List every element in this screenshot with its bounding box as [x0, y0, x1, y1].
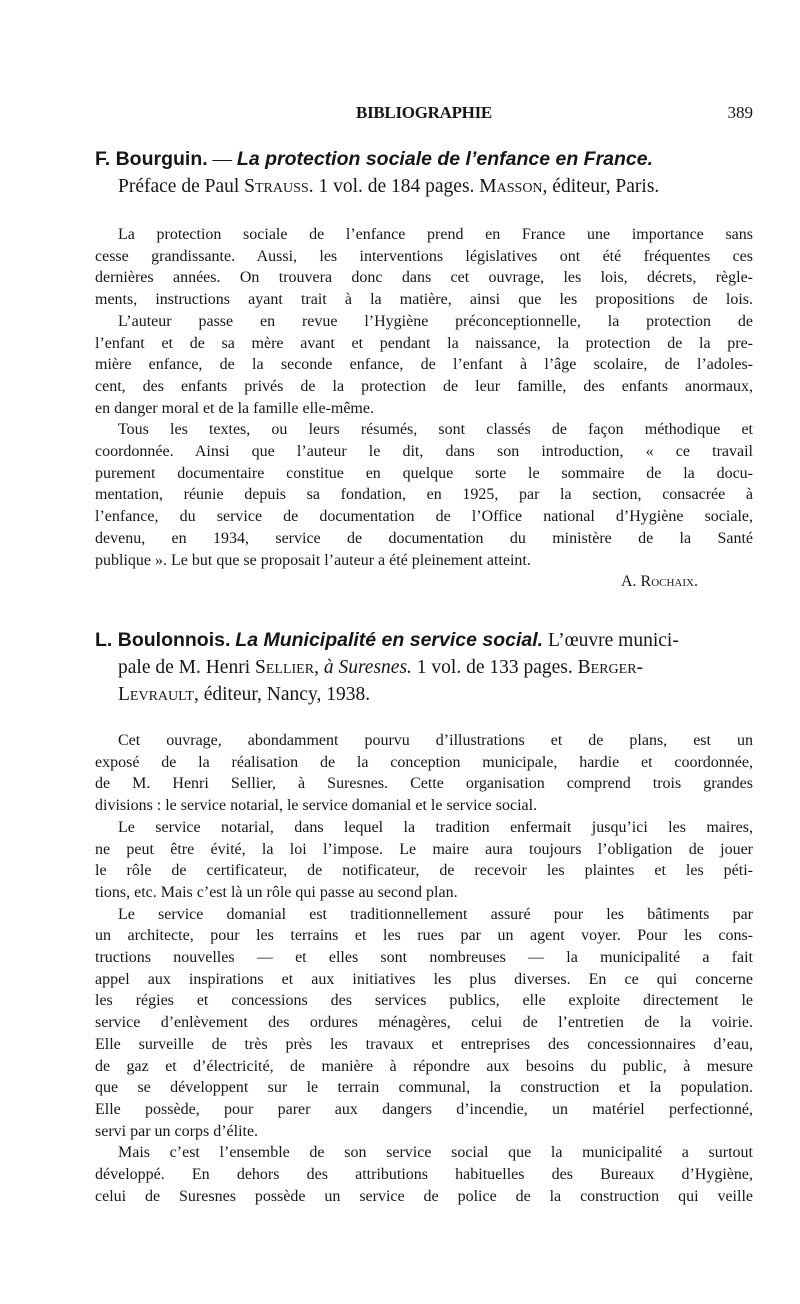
heading-line-2: pale de M. Henri Sellier, à Suresnes. 1 vol. de 133 pages. Berger-: [118, 657, 644, 678]
review-heading: [95, 627, 753, 708]
person-name: Sellier: [255, 657, 315, 678]
body-line: en danger moral et de la famille elle-même.: [95, 399, 374, 417]
book-details: . 1 vol. de 184 pages.: [308, 176, 475, 197]
body-line: coordonnée. Ainsi que l’auteur le dit, dans son introduction, « ce travail: [95, 443, 753, 461]
body-line: publique ». Le but que se proposait l’auteur a été pleinement atteint.: [95, 551, 531, 569]
body-line: devenu, en 1934, service de documentation du ministère de la Santé: [95, 529, 753, 547]
body-line: mière enfance, de la seconde enfance, de l’enfant à l’âge scolaire, de l’adoles-: [95, 356, 753, 374]
running-head: [95, 103, 753, 127]
body-line: un architecte, pour les terrains et les rues par un agent voyer. Pour les cons-: [95, 927, 753, 945]
body-line: de M. Henri Sellier, à Suresnes. Cette organisation comprend trois grandes: [95, 775, 753, 793]
body-line: servi par un corps d’élite.: [95, 1122, 259, 1140]
heading-line-2: [95, 173, 753, 200]
running-title: BIBLIOGRAPHIE: [356, 103, 492, 122]
publisher-rest: , éditeur, Paris.: [542, 176, 660, 197]
page-number: 389: [727, 103, 753, 122]
heading-line-1: [95, 146, 753, 173]
signature: A. Rochaix.: [620, 573, 698, 591]
body-line: de gaz et d’électricité, de manière à répondre aux besoins du public, à mesure: [95, 1057, 753, 1075]
body-line: ments, instructions ayant trait à la matière, ainsi que les propositions de lois.: [95, 291, 753, 309]
body-line: appel aux inspirations et aux initiatives les plus diverses. En ce qui concerne: [95, 970, 753, 988]
review-heading: [95, 146, 753, 200]
review-body: [95, 224, 753, 593]
heading-line-1: [95, 627, 753, 654]
heading-line-3: Levrault, éditeur, Nancy, 1938.: [118, 684, 371, 705]
body-line: Cet ouvrage, abondamment pourvu d’illustrations et de plans, est un: [118, 732, 753, 749]
review-bourguin: [95, 146, 753, 593]
heading-dash: —: [212, 149, 233, 170]
publisher-name: Berger-: [577, 657, 644, 678]
review-boulonnois: [95, 627, 753, 1207]
body-line: cent, des enfants privés de la protection de leur famille, des enfants anormaux,: [95, 377, 753, 395]
place: à Suresnes.: [323, 657, 412, 678]
body-line: les régies et concessions des services publics, elle exploite directement le: [95, 992, 753, 1010]
body-line: dernières années. On trouvera donc dans cet ouvrage, les lois, décrets, règle-: [95, 269, 753, 287]
body-line: exposé de la réalisation de la conception municipale, hardie et coordonnée,: [95, 753, 753, 771]
review-author: L. Boulonnois.: [95, 629, 231, 651]
body-line: La protection sociale de l’enfance prend en France une importance sans: [118, 226, 753, 243]
body-line: Le service domanial est traditionnellement assuré pour les bâtiments par: [118, 905, 753, 923]
publisher-name-cont: Levrault: [118, 684, 194, 705]
body-line: Le service notarial, dans lequel la tradition enfermait jusqu’ici les maires,: [118, 818, 753, 836]
body-line: tions, etc. Mais c’est là un rôle qui passe au second plan.: [95, 883, 458, 901]
heading-rest: L’œuvre munici-: [543, 630, 679, 651]
review-body: [95, 730, 753, 1207]
review-book-title: La Municipalité en service social.: [235, 629, 544, 651]
body-line: cesse grandissante. Aussi, les interventions législatives ont été fréquentes ces: [95, 247, 753, 265]
publisher-name: Masson: [479, 176, 543, 197]
body-line: Mais c’est l’ensemble de son service social que la municipalité a surtout: [118, 1144, 753, 1162]
body-line: Elle surveille de très près les travaux et entreprises des concessionnaires d’eau,: [95, 1035, 753, 1053]
body-line: celui de Suresnes possède un service de police de la construction qui veille: [95, 1187, 753, 1205]
body-line: l’enfance, du service de documentation de l’Office national d’Hygiène sociale,: [95, 508, 753, 526]
body-line: mentation, réunie depuis sa fondation, en 1925, par la section, consacrée à: [95, 486, 753, 504]
body-line: développé. En dehors des attributions habituelles des Bureaux d’Hygiène,: [95, 1166, 753, 1184]
preface-name: Strauss: [244, 176, 309, 197]
body-line: ne peut être évité, la loi l’impose. Le maire aura toujours l’obligation de jouer: [95, 840, 753, 858]
preface-text: Préface de Paul: [118, 176, 240, 197]
body-line: Tous les textes, ou leurs résumés, sont classés de façon méthodique et: [118, 421, 753, 439]
body-line: que se développent sur le terrain communal, la construction et la population.: [95, 1079, 753, 1097]
body-line: Elle possède, pour parer aux dangers d’incendie, un matériel perfectionné,: [95, 1100, 753, 1118]
body-line: tructions nouvelles — et elles sont nombreuses — la municipalité a fait: [95, 949, 753, 967]
body-line: service d’enlèvement des ordures ménagères, celui de l’entretien de la voirie.: [95, 1014, 753, 1032]
body-line: l’enfant et de sa mère avant et pendant la naissance, la protection de la pre-: [95, 334, 753, 352]
review-author: F. Bourguin.: [95, 148, 208, 170]
body-line: divisions : le service notarial, le service domanial et le service social.: [95, 797, 538, 815]
body-line: L’auteur passe en revue l’Hygiène préconceptionnelle, la protection de: [118, 312, 753, 330]
review-book-title: La protection sociale de l’enfance en France.: [236, 148, 654, 170]
body-line: purement documentaire constitue en quelque sorte le sommaire de la docu-: [95, 464, 753, 482]
body-line: le rôle de certificateur, de notificateur, de recevoir les plaintes et les péti-: [95, 862, 753, 880]
